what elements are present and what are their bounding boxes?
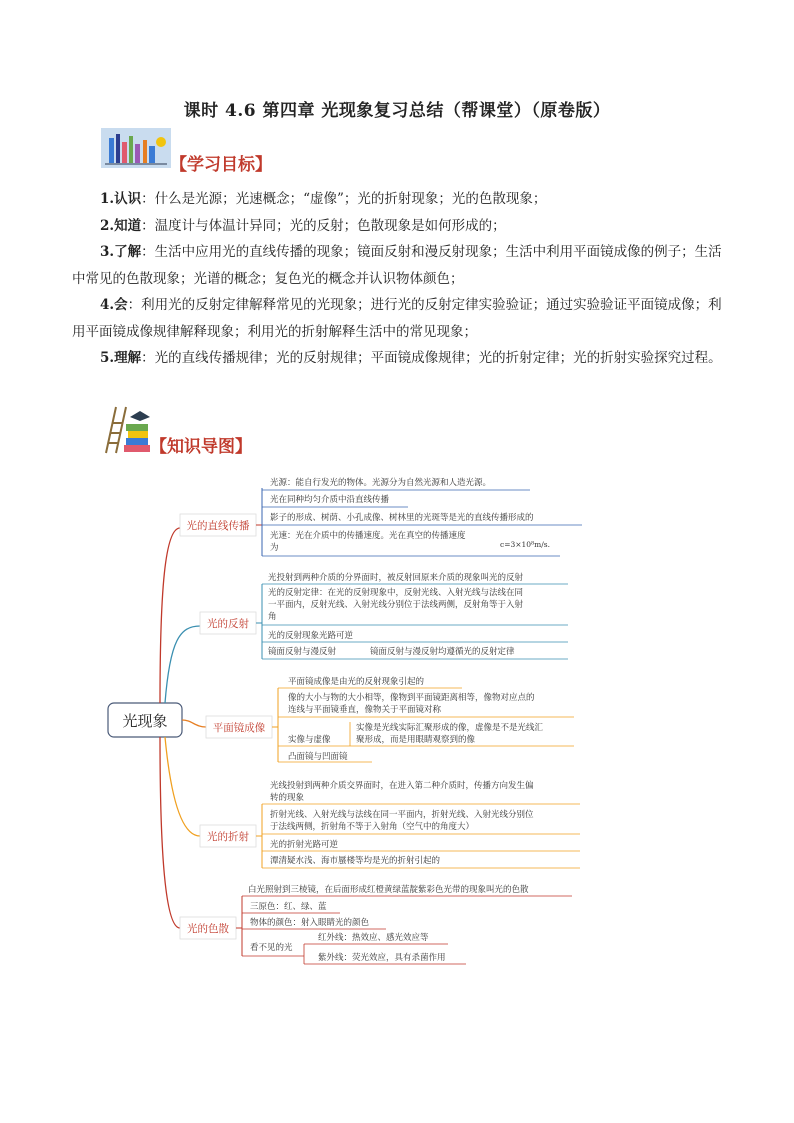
branch-label: 光的色散 <box>187 923 229 935</box>
mm-item: 光速：光在介质中的传播速度。光在真空的传播速度 <box>270 531 466 541</box>
ladder-books-icon <box>100 405 152 455</box>
mm-item: 白光照射到三棱镜，在后面形成红橙黄绿蓝靛紫彩色光带的现象叫光的色散 <box>248 885 529 895</box>
branch-linear <box>180 477 582 556</box>
mm-item: 实像与虚像 <box>288 735 331 745</box>
branch-dispersion <box>180 884 572 964</box>
goal-label: 2.知道 <box>100 217 142 234</box>
goal-item <box>72 239 732 292</box>
mindmap-root <box>108 703 182 737</box>
mm-item: 光在同种均匀介质中沿直线传播 <box>270 495 390 505</box>
branch-reflection <box>200 572 568 659</box>
mm-item: 平面镜成像是由光的反射现象引起的 <box>288 677 425 687</box>
knowledge-mindmap <box>0 470 794 970</box>
mm-item: 为 <box>270 543 279 553</box>
mm-item: 凸面镜与凹面镜 <box>288 752 348 762</box>
light-speed-formula: c=3×10⁸m/s. <box>500 540 550 549</box>
mm-item: 一平面内，反射光线、入射光线分别位于法线两侧，反射角等于入射 <box>268 600 524 610</box>
branch-label: 光的直线传播 <box>186 520 250 532</box>
goal-text: ：利用光的反射定律解释常见的光现象；进行光的反射定律实验验证；通过实验验证平面镜成像；利用平面镜成像规律解释现象；利用光的折射解释生活中的常见现象； <box>72 297 722 340</box>
mm-item: 光投射到两种介质的分界面时，被反射回原来介质的现象叫光的反射 <box>268 573 524 583</box>
goal-label: 1.认识 <box>100 191 142 207</box>
goal-label: 4.会 <box>100 297 128 313</box>
goal-item <box>72 186 732 213</box>
mm-item: 物体的颜色：射入眼睛光的颜色 <box>250 918 370 928</box>
books-icon <box>101 128 171 168</box>
mm-item: 光的反射定律：在光的反射现象中，反射光线、入射光线与法线在同 <box>268 588 524 598</box>
branch-label: 光的反射 <box>207 618 249 630</box>
mm-item: 红外线：热效应、感光效应等 <box>318 933 429 943</box>
mm-item: 光的反射现象光路可逆 <box>268 631 354 641</box>
mm-item: 连线与平面镜垂直，像物关于平面镜对称 <box>288 705 442 715</box>
goal-text: ：温度计与体温计异同；光的反射；色散现象是如何形成的； <box>141 217 506 234</box>
mm-item: 光的折射光路可逆 <box>270 840 339 850</box>
branch-refraction <box>200 780 580 868</box>
learning-goals-list <box>72 186 732 372</box>
mm-item: 紫外线：荧光效应，具有杀菌作用 <box>318 953 446 963</box>
goal-text: ：生活中应用光的直线传播的现象；镜面反射和漫反射现象；生活中利用平面镜成像的例子；生活中常见的色散现象；光谱的概念；复色光的概念并认识物体颜色； <box>72 244 722 287</box>
mm-item: 潭清疑水浅、海市蜃楼等均是光的折射引起的 <box>270 856 441 866</box>
mm-item: 转的现象 <box>270 793 305 803</box>
goal-label: 5.理解 <box>100 350 142 366</box>
mm-item: 像的大小与物的大小相等，像物到平面镜距离相等，像物对应点的 <box>288 693 535 703</box>
page-title: 课时 4.6 第四章 光现象复习总结（帮课堂）（原卷版） <box>183 101 611 121</box>
mm-item: 镜面反射与漫反射均遵循光的反射定律 <box>370 647 515 657</box>
goal-label: 3.了解 <box>100 244 142 260</box>
mm-item: 实像是光线实际汇聚形成的像，虚像是不是光线汇 <box>356 723 544 733</box>
mm-item: 镜面反射与漫反射 <box>268 647 337 657</box>
mm-item: 三原色：红、绿、蓝 <box>250 902 327 912</box>
branch-label: 光的折射 <box>207 831 249 843</box>
learning-goals-heading: 【学习目标】 <box>170 155 272 175</box>
mm-item: 于法线两侧，折射角不等于入射角（空气中的角度大） <box>270 822 475 832</box>
mm-item: 光线投射到两种介质交界面时，在进入第二种介质时，传播方向发生偏 <box>270 781 534 791</box>
branch-label: 平面镜成像 <box>212 722 266 734</box>
goal-item <box>72 292 732 345</box>
goal-item <box>72 213 732 240</box>
mindmap-heading: 【知识导图】 <box>150 437 252 457</box>
mm-item: 看不见的光 <box>250 943 293 953</box>
branch-plane-mirror <box>206 676 574 762</box>
mm-item: 光源：能自行发光的物体。光源分为自然光源和人造光源。 <box>270 478 492 488</box>
mm-item: 影子的形成、树荫、小孔成像、树林里的光斑等是光的直线传播形成的 <box>270 513 534 523</box>
mm-item: 折射光线、入射光线与法线在同一平面内，折射光线、入射光线分别位 <box>270 810 534 820</box>
goal-text: ：光的直线传播规律；光的反射规律；平面镜成像规律；光的折射定律；光的折射实验探究过程。 <box>141 350 722 366</box>
root-label: 光现象 <box>122 712 168 730</box>
mm-item: 聚形成，而是用眼睛观察到的像 <box>356 735 476 745</box>
mm-item: 角 <box>268 612 277 622</box>
goal-text: ：什么是光源；光速概念；“虚像”；光的折射现象；光的色散现象； <box>141 191 547 207</box>
goal-item <box>72 345 732 372</box>
